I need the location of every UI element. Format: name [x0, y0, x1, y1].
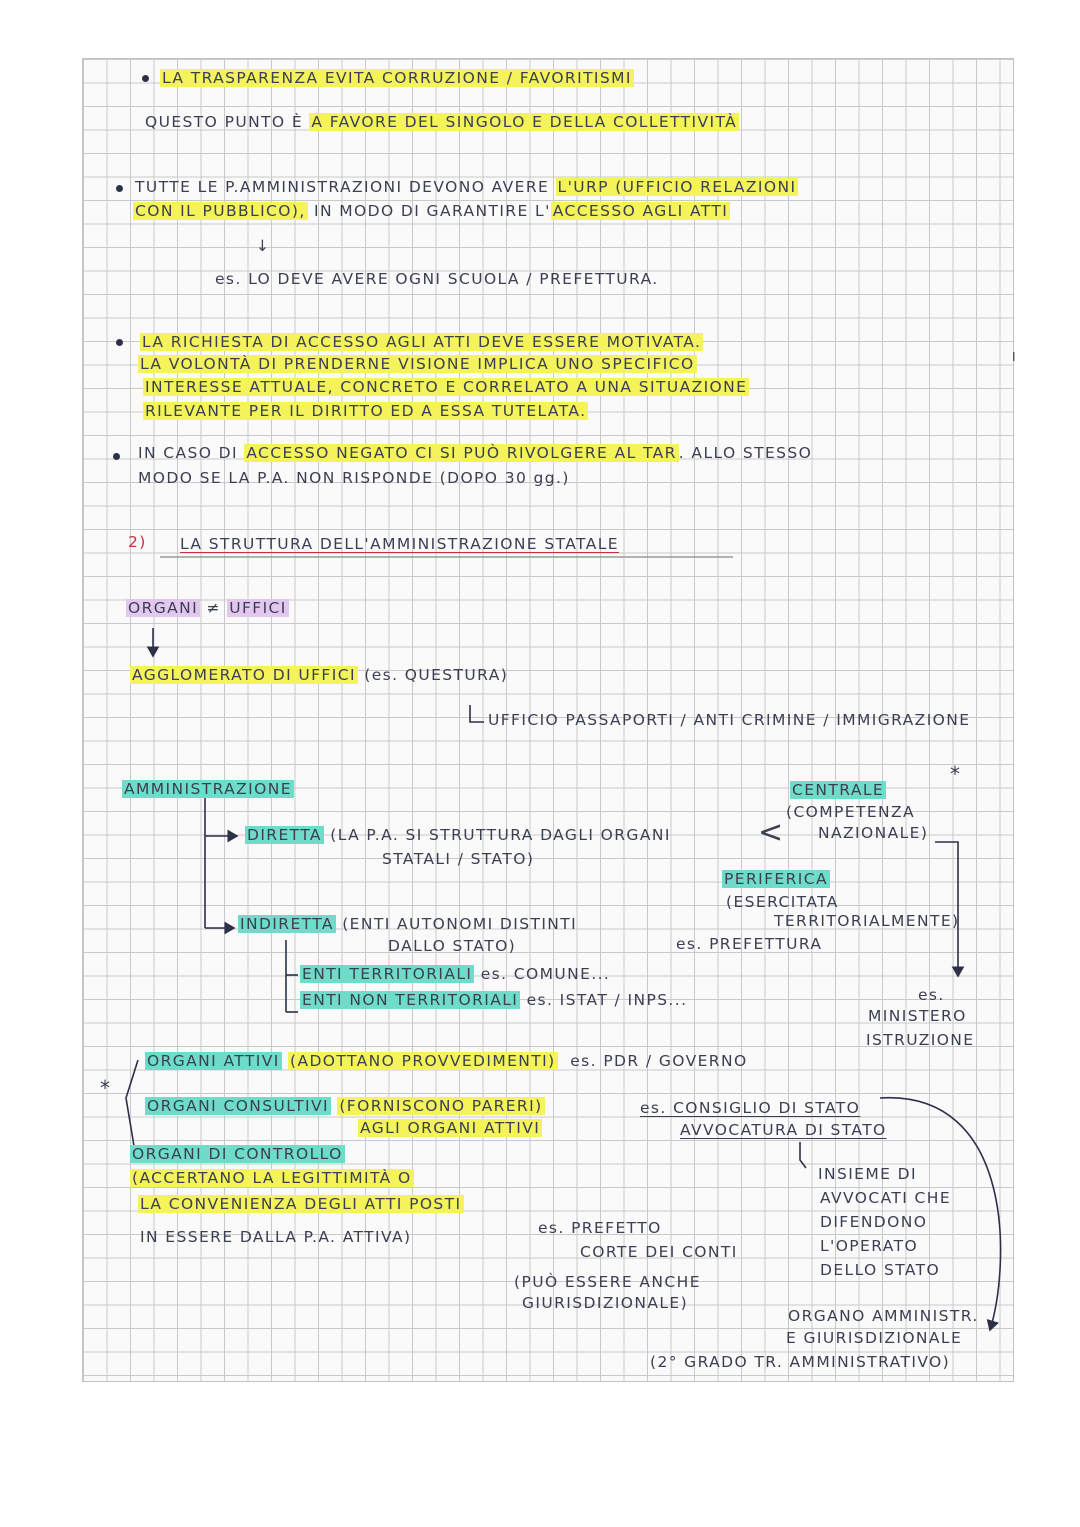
- centrale-desc: (COMPETENZA: [786, 803, 916, 821]
- highlight-text: ORGANI DI CONTROLLO: [132, 1145, 343, 1163]
- diretta-desc: STATALI / STATO): [382, 850, 535, 868]
- ministero-example: ISTRUZIONE: [866, 1031, 975, 1049]
- consultivi-example: es. CONSIGLIO DI STATO: [640, 1099, 861, 1117]
- highlight-text: CENTRALE: [792, 781, 885, 799]
- highlight-text: UFFICI: [229, 599, 287, 617]
- periferica-label: [722, 869, 830, 889]
- highlight-text: (ACCERTANO LA LEGITTIMITÀ O: [132, 1169, 412, 1187]
- uffici-list: UFFICIO PASSAPORTI / ANTI CRIMINE / IMMIGRAZIONE: [488, 711, 971, 729]
- highlight-text: ORGANI: [128, 599, 199, 617]
- not-equal-icon: ≠: [206, 599, 221, 617]
- text: IN CASO DI: [138, 444, 238, 462]
- bullet-point: [116, 339, 123, 346]
- organi-uffici-line: [126, 598, 289, 618]
- centrale-desc: NAZIONALE): [818, 824, 929, 842]
- highlight-text: AMMINISTRAZIONE: [124, 780, 292, 798]
- text: es. PDR / GOVERNO: [570, 1052, 748, 1070]
- text: QUESTO PUNTO È: [145, 113, 304, 131]
- bullet-point: [113, 453, 120, 460]
- highlight-text: INDIRETTA: [240, 915, 334, 933]
- highlight-text: AGGLOMERATO DI UFFICI: [132, 666, 356, 684]
- avvocatura-note: INSIEME DI: [818, 1165, 917, 1183]
- controllo-desc: [138, 1194, 464, 1214]
- highlight-text: A FAVORE DEL SINGOLO E DELLA COLLETTIVITÀ: [311, 113, 738, 131]
- corte-note: GIURISDIZIONALE): [522, 1294, 689, 1312]
- down-arrow-icon: ↓: [256, 237, 271, 255]
- highlight-text: (ADOTTANO PROVVEDIMENTI): [290, 1052, 556, 1070]
- richiesta-line-2: [138, 354, 697, 374]
- text: es. ISTAT / INPS...: [526, 991, 688, 1009]
- avvocatura-note: DIFENDONO: [820, 1213, 928, 1231]
- avvocatura-note: AVVOCATI CHE: [820, 1189, 952, 1207]
- organo-note: (2° GRADO TR. AMMINISTRATIVO): [650, 1353, 951, 1371]
- text: TUTTE LE P.AMMINISTRAZIONI DEVONO AVERE: [135, 178, 550, 196]
- margin-mark: I: [1012, 350, 1017, 364]
- urp-line-2: [133, 201, 730, 221]
- highlight-text: ACCESSO AGLI ATTI: [552, 202, 729, 220]
- controllo-desc: IN ESSERE DALLA P.A. ATTIVA): [140, 1228, 412, 1246]
- highlight-text: AGLI ORGANI ATTIVI: [360, 1119, 541, 1137]
- periferica-desc: TERRITORIALMENTE): [774, 912, 960, 930]
- indiretta-line: [238, 914, 577, 934]
- highlight-text: ORGANI CONSULTIVI: [147, 1097, 329, 1115]
- corte-note: (PUÒ ESSERE ANCHE: [514, 1273, 701, 1291]
- highlight-text: ACCESSO NEGATO CI SI PUÒ RIVOLGERE AL TAR: [246, 444, 677, 462]
- section-heading: LA STRUTTURA DELL'AMMINISTRAZIONE STATALE: [180, 535, 619, 553]
- bullet-point: [116, 185, 123, 192]
- periferica-example: es. PREFETTURA: [676, 935, 823, 953]
- organo-note: ORGANO AMMINISTR.: [788, 1307, 979, 1325]
- centrale-label: [790, 780, 886, 800]
- richiesta-line-3: [143, 377, 749, 397]
- text: IN MODO DI GARANTIRE L': [313, 202, 551, 220]
- highlight-text: ENTI NON TERRITORIALI: [302, 991, 519, 1009]
- highlight-text: LA TRASPARENZA EVITA CORRUZIONE / FAVORITISMI: [162, 69, 632, 87]
- accesso-negato-line-1: [138, 443, 812, 463]
- highlight-text: LA CONVENIENZA DEGLI ATTI POSTI: [140, 1195, 462, 1213]
- transparency-line: [160, 68, 634, 88]
- ministero-example: MINISTERO: [868, 1007, 967, 1025]
- diretta-line: [245, 825, 671, 845]
- text: es. COMUNE...: [480, 965, 611, 983]
- highlight-text: DIRETTA: [247, 826, 322, 844]
- text: . ALLO STESSO: [678, 444, 813, 462]
- highlight-text: ENTI TERRITORIALI: [302, 965, 473, 983]
- enti-territoriali-line: [300, 964, 610, 984]
- organi-controllo-label: [130, 1144, 345, 1164]
- organo-note: E GIURISDIZIONALE: [786, 1329, 963, 1347]
- urp-example: es. LO DEVE AVERE OGNI SCUOLA / PREFETTURA.: [215, 270, 659, 288]
- consultivi-example: AVVOCATURA DI STATO: [680, 1121, 887, 1139]
- text: (ENTI AUTONOMI DISTINTI: [342, 915, 578, 933]
- highlight-text: L'URP (UFFICIO RELAZIONI: [557, 178, 797, 196]
- text: (es. QUESTURA): [364, 666, 509, 684]
- highlight-text: CON IL PUBBLICO),: [135, 202, 306, 220]
- highlight-text: (FORNISCONO PARERI): [339, 1097, 543, 1115]
- highlight-text: LA VOLONTÀ DI PRENDERNE VISIONE IMPLICA UNO SPECIFICO: [140, 355, 695, 373]
- indiretta-desc: DALLO STATO): [388, 937, 517, 955]
- collectivity-line: [145, 112, 739, 132]
- periferica-desc: (ESERCITATA: [726, 893, 839, 911]
- ministero-example: es.: [918, 986, 945, 1004]
- urp-line-1: [135, 177, 798, 197]
- richiesta-line-4: [143, 401, 588, 421]
- accesso-negato-line-2: MODO SE LA P.A. NON RISPONDE (DOPO 30 gg.): [138, 469, 570, 487]
- highlight-text: RILEVANTE PER IL DIRITTO ED A ESSA TUTELATA.: [145, 402, 587, 420]
- consultivi-desc: [358, 1118, 542, 1138]
- highlight-text: PERIFERICA: [724, 870, 828, 888]
- agglomerato-line: [130, 665, 508, 685]
- organi-consultivi-line: [145, 1096, 545, 1116]
- richiesta-line-1: [140, 332, 703, 352]
- brace-icon: <: [758, 815, 784, 850]
- section-number: 2): [128, 533, 147, 551]
- highlight-text: INTERESSE ATTUALE, CONCRETO E CORRELATO A UNA SITUAZIONE: [145, 378, 748, 396]
- bullet-point: [142, 75, 149, 82]
- star-icon: *: [950, 762, 962, 786]
- highlight-text: LA RICHIESTA DI ACCESSO AGLI ATTI DEVE ESSERE MOTIVATA.: [142, 333, 702, 351]
- enti-non-territoriali-line: [300, 990, 687, 1010]
- controllo-example: es. PREFETTO: [538, 1219, 662, 1237]
- highlight-text: ORGANI ATTIVI: [147, 1052, 280, 1070]
- organi-attivi-line: [145, 1051, 748, 1071]
- controllo-desc: [130, 1168, 414, 1188]
- avvocatura-note: L'OPERATO: [820, 1237, 919, 1255]
- avvocatura-note: DELLO STATO: [820, 1261, 941, 1279]
- controllo-example: CORTE DEI CONTI: [580, 1243, 738, 1261]
- amministrazione-label: [122, 779, 294, 799]
- star-icon: *: [100, 1076, 112, 1100]
- text: (LA P.A. SI STRUTTURA DAGLI ORGANI: [330, 826, 671, 844]
